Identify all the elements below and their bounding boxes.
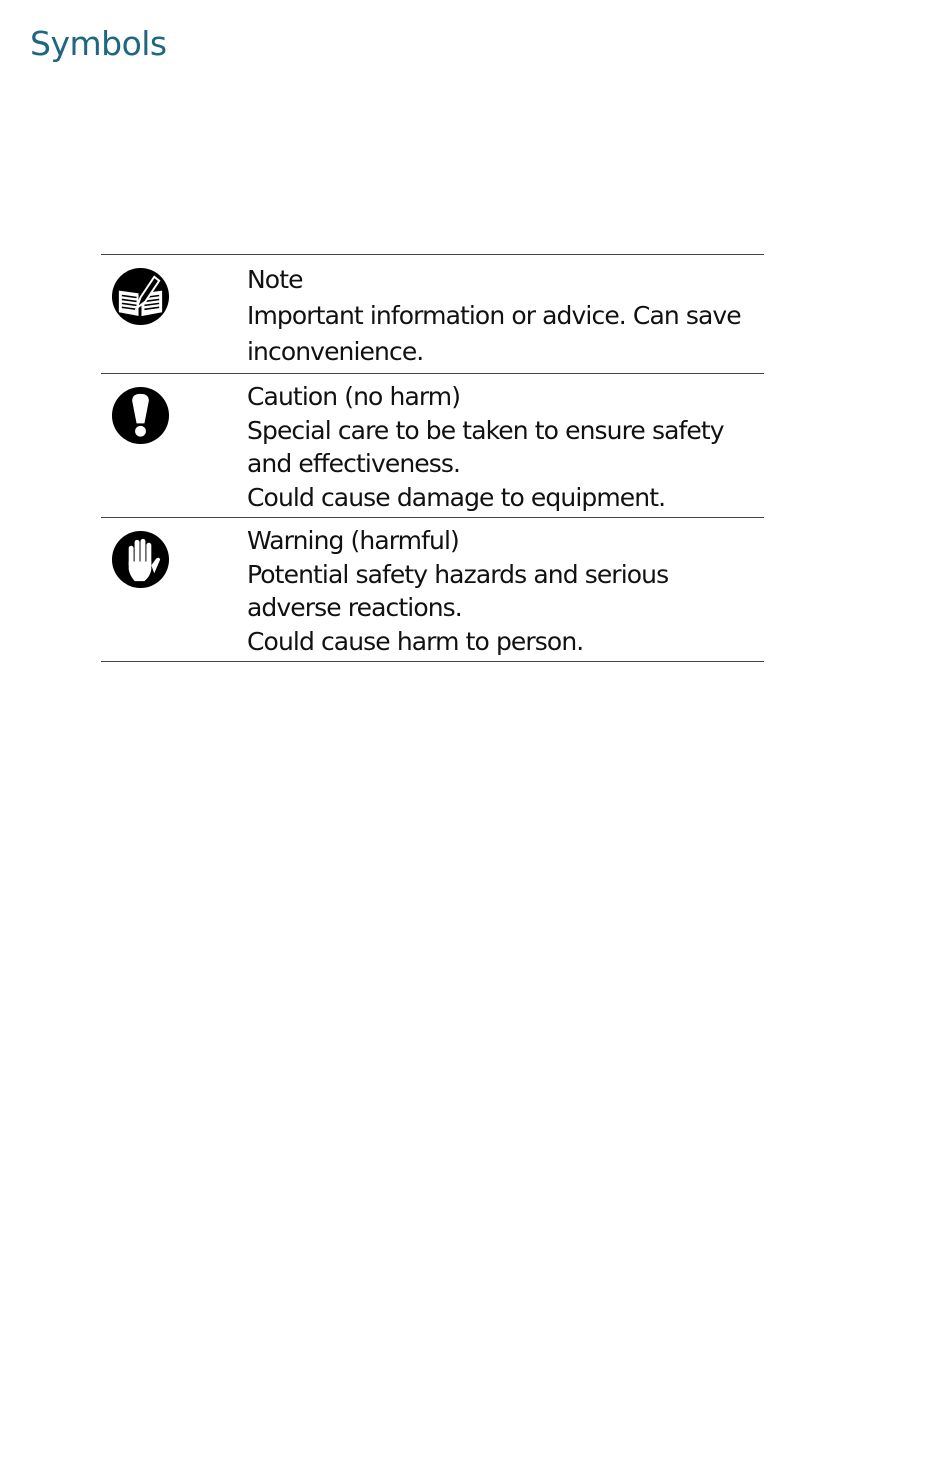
symbol-text	[247, 518, 764, 661]
symbols-table	[101, 254, 764, 662]
symbol-row-note	[101, 255, 764, 374]
symbol-description: Special care to be taken to ensure safety and effectiveness.	[247, 415, 724, 478]
symbol-description: Important information or advice. Can save inconvenience.	[247, 301, 741, 366]
symbol-title: Warning (harmful)	[247, 526, 459, 555]
symbol-text	[247, 255, 764, 373]
symbol-row-warning	[101, 518, 764, 662]
symbol-row-caution	[101, 374, 764, 518]
symbol-title: Note	[247, 265, 303, 294]
book-pencil-icon	[111, 267, 170, 326]
page-title: Symbols	[30, 24, 167, 63]
symbol-description: Potential safety hazards and serious adverse reactions.	[247, 559, 669, 622]
symbol-icon-cell	[101, 374, 247, 517]
symbol-title: Caution (no harm)	[247, 382, 461, 411]
exclamation-icon	[111, 386, 170, 445]
symbol-icon-cell	[101, 518, 247, 661]
symbol-icon-cell	[101, 255, 247, 373]
stop-hand-icon	[111, 530, 170, 589]
symbol-text	[247, 374, 764, 517]
symbol-description: Could cause damage to equipment.	[247, 482, 666, 512]
symbol-description: Could cause harm to person.	[247, 626, 584, 656]
